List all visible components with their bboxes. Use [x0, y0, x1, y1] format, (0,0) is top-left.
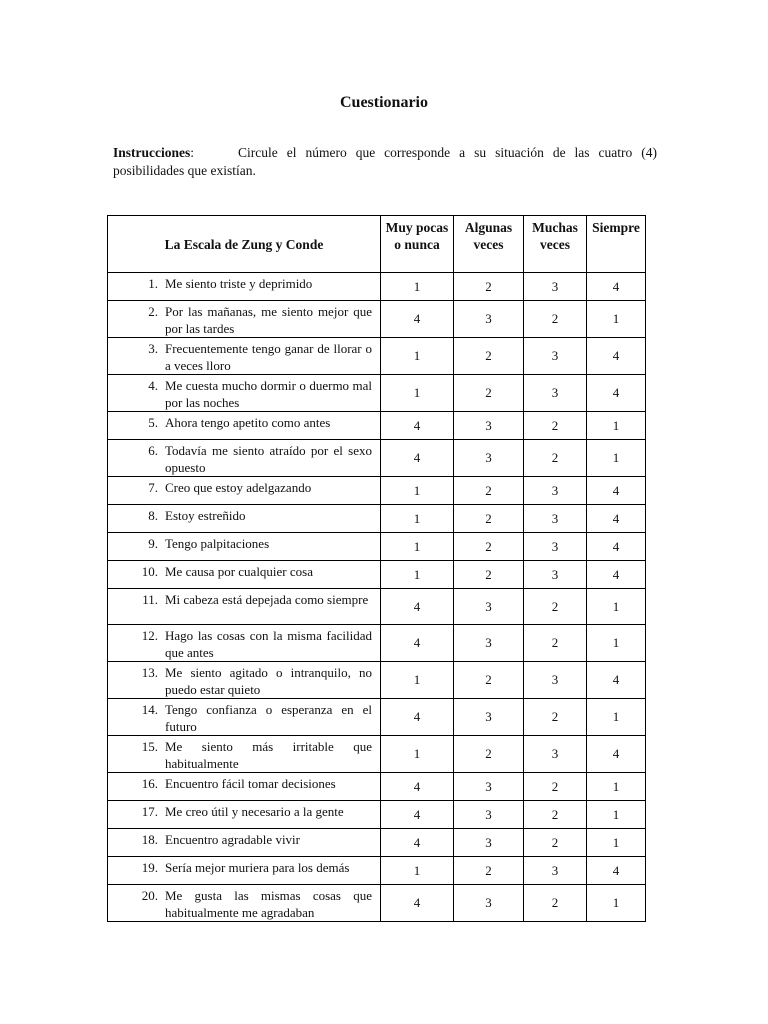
table-row	[108, 273, 646, 301]
score-option[interactable]: 3	[524, 273, 587, 301]
score-option[interactable]: 2	[524, 829, 587, 857]
score-option[interactable]: 1	[381, 662, 454, 699]
score-option[interactable]: 4	[587, 273, 646, 301]
score-option[interactable]: 1	[587, 589, 646, 625]
item-cell	[108, 662, 381, 699]
item-number: 12.	[141, 628, 158, 643]
item-text: Me siento más irritable que habitualmente	[165, 739, 372, 771]
score-option[interactable]: 2	[524, 885, 587, 922]
score-option[interactable]: 4	[381, 801, 454, 829]
table-row	[108, 375, 646, 412]
score-option[interactable]: 3	[454, 699, 524, 736]
score-option[interactable]: 1	[587, 301, 646, 338]
item-text: Por las mañanas, me siento mejor que por las tardes	[165, 304, 372, 336]
item-text: Hago las cosas con la misma facilidad que antes	[165, 628, 372, 660]
item-cell	[108, 625, 381, 662]
column-header-muy-pocas: Muy pocas o nunca	[381, 216, 454, 273]
item-number: 4.	[148, 378, 158, 393]
item-text: Me siento triste y deprimido	[165, 276, 313, 291]
score-option[interactable]: 3	[454, 773, 524, 801]
item-cell	[108, 801, 381, 829]
score-option[interactable]: 1	[381, 736, 454, 773]
score-option[interactable]: 3	[524, 736, 587, 773]
item-cell	[108, 273, 381, 301]
item-text: Me siento agitado o intranquilo, no puedo estar quieto	[165, 665, 372, 697]
item-cell	[108, 477, 381, 505]
score-option[interactable]: 3	[454, 589, 524, 625]
item-number: 14.	[141, 702, 158, 717]
table-row	[108, 589, 646, 625]
item-cell	[108, 412, 381, 440]
score-option[interactable]: 1	[587, 412, 646, 440]
zung-scale-table	[107, 215, 646, 922]
item-number: 3.	[148, 341, 158, 356]
score-option[interactable]: 2	[454, 662, 524, 699]
score-option[interactable]: 1	[381, 505, 454, 533]
score-option[interactable]: 2	[454, 533, 524, 561]
score-option[interactable]: 1	[381, 375, 454, 412]
table-row	[108, 801, 646, 829]
score-option[interactable]: 4	[381, 699, 454, 736]
page-title: Cuestionario	[340, 94, 428, 111]
score-option[interactable]: 4	[587, 338, 646, 375]
table-row	[108, 338, 646, 375]
scale-header: La Escala de Zung y Conde	[108, 216, 381, 273]
score-option[interactable]: 1	[381, 338, 454, 375]
score-option[interactable]: 3	[454, 885, 524, 922]
score-option[interactable]: 3	[454, 440, 524, 477]
table-row	[108, 561, 646, 589]
score-option[interactable]: 4	[587, 662, 646, 699]
item-cell	[108, 533, 381, 561]
item-cell	[108, 885, 381, 922]
score-option[interactable]: 3	[524, 533, 587, 561]
item-number: 11.	[142, 592, 158, 607]
table-row	[108, 505, 646, 533]
score-option[interactable]: 1	[587, 801, 646, 829]
item-number: 15.	[141, 739, 158, 754]
table-row	[108, 773, 646, 801]
score-option[interactable]: 3	[524, 375, 587, 412]
item-cell	[108, 375, 381, 412]
score-option[interactable]: 3	[524, 857, 587, 885]
score-option[interactable]: 2	[524, 301, 587, 338]
score-option[interactable]: 1	[587, 829, 646, 857]
item-number: 6.	[148, 443, 158, 458]
table-row	[108, 301, 646, 338]
score-option[interactable]: 4	[381, 625, 454, 662]
score-option[interactable]: 2	[524, 625, 587, 662]
score-option[interactable]: 4	[587, 533, 646, 561]
score-option[interactable]: 1	[381, 561, 454, 589]
item-number: 16.	[141, 776, 158, 791]
score-option[interactable]: 1	[381, 533, 454, 561]
item-number: 18.	[141, 832, 158, 847]
score-option[interactable]: 2	[454, 338, 524, 375]
item-text: Tengo palpitaciones	[165, 536, 270, 551]
item-number: 8.	[148, 508, 158, 523]
score-option[interactable]: 4	[381, 885, 454, 922]
score-option[interactable]: 1	[381, 857, 454, 885]
item-text: Estoy estreñido	[165, 508, 246, 523]
item-cell	[108, 561, 381, 589]
item-number: 20.	[141, 888, 158, 903]
column-header-muchas-veces: Muchas veces	[524, 216, 587, 273]
item-text: Encuentro agradable vivir	[165, 832, 300, 847]
score-option[interactable]: 4	[587, 505, 646, 533]
score-option[interactable]: 3	[454, 801, 524, 829]
item-text: Encuentro fácil tomar decisiones	[165, 776, 336, 791]
table-row	[108, 440, 646, 477]
score-option[interactable]: 1	[587, 440, 646, 477]
item-number: 19.	[141, 860, 158, 875]
score-option[interactable]: 2	[454, 273, 524, 301]
item-number: 1.	[148, 276, 158, 291]
item-text: Mi cabeza está depejada como siempre	[165, 592, 369, 607]
table-row	[108, 477, 646, 505]
score-option[interactable]: 2	[524, 589, 587, 625]
item-cell	[108, 857, 381, 885]
score-option[interactable]: 3	[454, 412, 524, 440]
score-option[interactable]: 2	[454, 505, 524, 533]
item-number: 10.	[141, 564, 158, 579]
item-number: 9.	[148, 536, 158, 551]
score-option[interactable]: 2	[524, 801, 587, 829]
item-number: 5.	[148, 415, 158, 430]
score-option[interactable]: 1	[587, 773, 646, 801]
item-cell	[108, 505, 381, 533]
item-cell	[108, 589, 381, 625]
table-row	[108, 857, 646, 885]
score-option[interactable]: 3	[524, 505, 587, 533]
item-cell	[108, 301, 381, 338]
score-option[interactable]: 1	[587, 625, 646, 662]
score-option[interactable]: 4	[587, 375, 646, 412]
item-text: Tengo confianza o esperanza en el futuro	[165, 702, 372, 734]
score-option[interactable]: 3	[524, 662, 587, 699]
score-option[interactable]: 4	[587, 477, 646, 505]
score-option[interactable]: 2	[524, 699, 587, 736]
table-row	[108, 662, 646, 699]
score-option[interactable]: 2	[454, 375, 524, 412]
item-text: Me gusta las mismas cosas que habitualmente me agradaban	[165, 888, 372, 920]
table-row	[108, 699, 646, 736]
table-header-row	[108, 216, 646, 273]
score-option[interactable]: 2	[524, 440, 587, 477]
score-option[interactable]: 4	[587, 736, 646, 773]
score-option[interactable]: 3	[524, 477, 587, 505]
score-option[interactable]: 3	[524, 338, 587, 375]
table-row	[108, 829, 646, 857]
score-option[interactable]: 1	[381, 273, 454, 301]
instructions: Instrucciones: Circule el número que corresponde a su situación de las cuatro (4) posibilidades que existían.	[113, 145, 657, 178]
table-row	[108, 412, 646, 440]
item-cell	[108, 773, 381, 801]
score-option[interactable]: 3	[454, 829, 524, 857]
column-header-siempre: Siempre	[587, 216, 646, 273]
score-option[interactable]: 4	[381, 412, 454, 440]
score-option[interactable]: 4	[587, 857, 646, 885]
score-option[interactable]: 4	[381, 773, 454, 801]
item-cell	[108, 829, 381, 857]
item-cell	[108, 440, 381, 477]
score-option[interactable]: 2	[454, 477, 524, 505]
score-option[interactable]: 4	[381, 440, 454, 477]
item-number: 7.	[148, 480, 158, 495]
score-option[interactable]: 4	[381, 589, 454, 625]
table-row	[108, 625, 646, 662]
item-text: Ahora tengo apetito como antes	[165, 415, 331, 430]
table-row	[108, 736, 646, 773]
score-option[interactable]: 4	[381, 301, 454, 338]
item-number: 17.	[141, 804, 158, 819]
table-row	[108, 533, 646, 561]
score-option[interactable]: 2	[524, 773, 587, 801]
item-number: 2.	[148, 304, 158, 319]
score-option[interactable]: 4	[587, 561, 646, 589]
score-option[interactable]: 2	[454, 561, 524, 589]
item-text: Me creo útil y necesario a la gente	[165, 804, 344, 819]
score-option[interactable]: 1	[587, 885, 646, 922]
score-option[interactable]: 2	[454, 736, 524, 773]
table-row	[108, 885, 646, 922]
item-text: Todavía me siento atraído por el sexo opuesto	[165, 443, 372, 475]
instructions-text: Circule el número que corresponde a su situación de las cuatro (4) posibilidades que existían.	[113, 145, 657, 178]
score-option[interactable]: 4	[381, 829, 454, 857]
item-text: Me causa por cualquier cosa	[165, 564, 313, 579]
item-number: 13.	[141, 665, 158, 680]
item-cell	[108, 338, 381, 375]
score-option[interactable]: 2	[524, 412, 587, 440]
column-header-algunas-veces: Algunas veces	[454, 216, 524, 273]
item-text: Frecuentemente tengo ganar de llorar o a veces lloro	[165, 341, 372, 373]
item-text: Sería mejor muriera para los demás	[165, 860, 350, 875]
score-option[interactable]: 2	[454, 857, 524, 885]
item-text: Me cuesta mucho dormir o duermo mal por las noches	[165, 378, 372, 410]
score-option[interactable]: 3	[454, 301, 524, 338]
score-option[interactable]: 1	[587, 699, 646, 736]
item-cell	[108, 699, 381, 736]
score-option[interactable]: 1	[381, 477, 454, 505]
score-option[interactable]: 3	[454, 625, 524, 662]
item-text: Creo que estoy adelgazando	[165, 480, 312, 495]
instructions-label: Instrucciones	[113, 145, 191, 160]
score-option[interactable]: 3	[524, 561, 587, 589]
item-cell	[108, 736, 381, 773]
